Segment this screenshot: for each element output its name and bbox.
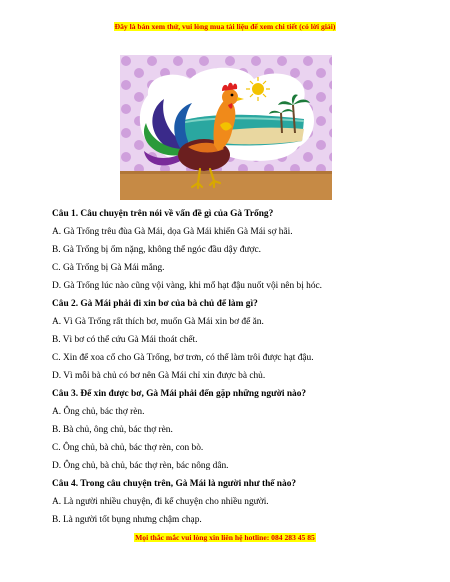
answer-option: A. Là người nhiều chuyện, đi kể chuyện cho nhiều người.: [52, 497, 269, 507]
question-title: Câu 1. Câu chuyện trên nói về vấn đề gì của Gà Trống?: [52, 209, 274, 219]
answer-option: D. Vì mỗi bà chủ có bơ nên Gà Mái chỉ xin được bà chủ.: [52, 371, 266, 381]
answer-option: D. Ông chủ, bà chủ, bác thợ rèn, bác nông dân.: [52, 461, 229, 471]
question-1: [52, 205, 412, 295]
answer-option: C. Xin để xoa cổ cho Gà Trống, bơ trơn, có thể làm trôi được hạt đậu.: [52, 353, 314, 363]
question-2: [52, 295, 412, 385]
hotline-banner: [0, 533, 450, 542]
answer-option: D. Gà Trống lúc nào cũng vội vàng, khi mổ hạt đậu nuốt vội nên bị hóc.: [52, 281, 323, 291]
question-list: [52, 205, 412, 529]
answer-option: A. Ông chủ, bác thợ rèn.: [52, 407, 145, 417]
answer-option: A. Gà Trống trêu đùa Gà Mái, dọa Gà Mái khiến Gà Mái sợ hãi.: [52, 227, 293, 237]
answer-option: B. Là người tốt bụng nhưng chậm chạp.: [52, 515, 202, 525]
hotline-text: Mọi thắc mắc vui lòng xin liên hệ hotline: 084 283 45 85: [135, 533, 315, 542]
answer-option: B. Bà chủ, ông chủ, bác thợ rèn.: [52, 425, 173, 435]
answer-option: B. Vì bơ có thể cứu Gà Mái thoát chết.: [52, 335, 198, 345]
question-4: [52, 475, 412, 529]
question-title: Câu 3. Để xin được bơ, Gà Mái phải đến gặp những người nào?: [52, 389, 307, 399]
answer-option: C. Gà Trống bị Gà Mái mắng.: [52, 263, 165, 273]
preview-notice-text: Đây là bản xem thử, vui lòng mua tài liệu để xem chi tiết (có lời giải): [114, 22, 336, 31]
question-title: Câu 4. Trong câu chuyện trên, Gà Mái là người như thế nào?: [52, 479, 297, 489]
rooster-illustration: [120, 55, 332, 200]
answer-option: C. Ông chủ, bà chủ, bác thợ rèn, con bò.: [52, 443, 204, 453]
preview-notice-banner: [0, 22, 450, 31]
question-title: Câu 2. Gà Mái phải đi xin bơ của bà chủ để làm gì?: [52, 299, 258, 309]
answer-option: A. Vì Gà Trống rất thích bơ, muốn Gà Mái xin bơ để ăn.: [52, 317, 264, 327]
answer-option: B. Gà Trống bị ốm nặng, không thể ngóc đầu dậy được.: [52, 245, 261, 255]
question-3: [52, 385, 412, 475]
